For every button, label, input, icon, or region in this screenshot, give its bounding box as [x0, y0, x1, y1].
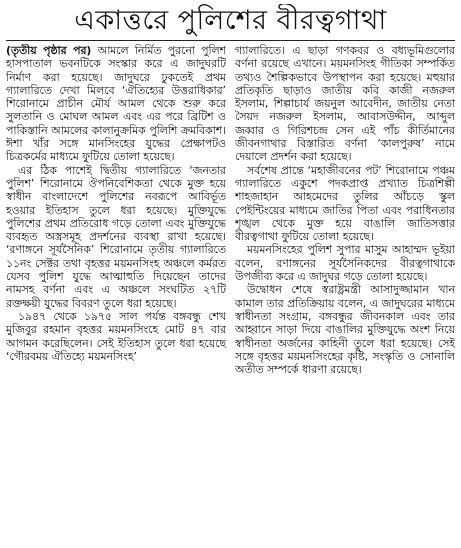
paragraph-6: ময়মনসিংহের পুলিশ সুপার মাসুম আহাম্মদ ভূইয়া বলেন, রণাঙ্গনের সূর্যসৈনিকদের বীরত্বগাথাকে উপজীব্য করে এ জাদুঘর গড়ে তোলা হয়েছে। [235, 243, 455, 284]
paragraph-4: গ্যালারিতে। এ ছাড়া গণকবর ও বধ্যভূমিগুলোর বর্ণনা রয়েছে এখানে। ময়মনসিংহ গীতিকা সম্পর্কিত তথ্যও শৈল্পিকভাবে উপস্থাপন করা হয়েছে। মহুয়ার প্রতিকৃতি ছাড়াও জাতীয় কবি কাজী নজরুল ইসলাম, শিল্পাচার্য জয়নুল আবেদীন, জাতীয় নেতা সৈয়দ নজরুল ইসলাম, আবাসউদ্দীন, আব্দুল জব্বার ও গিরিশচন্দ্র সেন এই পাঁচ কীর্তিমানের জীবনগাথার বিস্তারিত বর্ণনা ‘কালপুরুষ’ নামে দেয়ালে প্রদর্শন করা হয়েছে। [235, 44, 455, 164]
article-body [6, 44, 455, 544]
headline: একাত্তরে পুলিশের বীরত্বগাথা [6, 4, 455, 41]
paragraph-5: সর্বশেষ প্রান্তে ‘মহাজীবনের পট’ শিরোনামে পঞ্চম গ্যালারিতে একুশে পদকপ্রাপ্ত প্রখ্যাত চিত্রশিল্পী শাহজাহান আহমেদের তুলির আঁচড়ে স্কুল পেইন্টিংয়ের মাধ্যমে জাতির পিতা এবং পরাধিনতার শৃঙ্খল থেকে মুক্ত হয়ে বাঙালি জাতিসত্তার বীরত্বগাথা ফুটিয়ে তোলা হয়েছে। [235, 163, 455, 244]
paragraph-1 [6, 44, 226, 164]
paragraph-7: উদ্বোধন শেষে স্বরাষ্ট্রমন্ত্রী আসাদুজ্জামান খান কামাল তার প্রতিক্রিয়ায় বলেন, এ জাদুঘরের মাধ্যমে স্বাধীনতা সংগ্রাম, বঙ্গবন্ধুর জীবনকাল এবং তার আহ্বানে সাড়া দিয়ে বাঙালির মুক্তিযুদ্ধে অংশ নিয়ে স্বাধীনতা অর্জনের কাহিনী তুলে ধরা হয়েছে। সেই সঙ্গে বৃহত্তর ময়মনসিংহের কৃষ্টি, সংস্কৃতি ও সোনালি অতীত সম্পর্কে ধারণা রয়েছে। [235, 283, 455, 377]
paragraph-3: ১৯৪৭ থেকে ১৯৭৫ সাল পর্যন্ত বঙ্গবন্ধু শেখ মুজিবুর রহমান বৃহত্তর ময়মনসিংহে মোট ৪৭ বার আগমন করেছিলেন। সেই ইতিহাস তুলে ধরা হয়েছে ‘গৌরবময় ঐতিহ্যে ময়মনসিংহ’ [6, 309, 226, 363]
continued-from-label: (তৃতীয় পৃষ্ঠার পর) [6, 44, 92, 57]
paragraph-1-text: আমলে নির্মিত পুরনো পুলিশ হাসপাতাল ভবনটিকে সংস্কার করে এ জাদুঘরটি নির্মাণ করা হয়েছে। জাদুঘরে ঢুকতেই প্রথম গ্যালারিতে দেখা মিলবে ‘ঐতিহ্যের উত্তরাধিকার’ শিরোনামে প্রাচীন মৌর্য আমল থেকে শুরু করে সুলতানি ও মোঘল আমল এবং এর পরে ব্রিটিশ ও পাকিস্তানি আমলের কালানুক্রমিক পুলিশি ক্রমবিকাশ। ঈশা খাঁর সঙ্গে মানসিংহের যুদ্ধের প্রেক্ষাপটও চিত্রকর্মের মাধ্যমে ফুটিয়ে তোলা হয়েছে। [6, 44, 226, 164]
paragraph-2: এর ঠিক পাশেই দ্বিতীয় গ্যালারিতে ‘জনতার পুলিশ’ শিরোনামে ঔপনিবেশিকতা থেকে মুক্ত হয়ে স্বাধীন বাংলাদেশে পুলিশের নবরূপে আবির্ভূত হওয়ার ইতিহাস তুলে ধরা হয়েছে। মুক্তিযুদ্ধে পুলিশের প্রথম প্রতিরোধ গড়ে তোলা এবং মুক্তিযুদ্ধে ব্যবহৃত অস্ত্রসমূহ প্রদর্শনের ব্যবস্থা রাখা হয়েছে। ‘রণাঙ্গনে সূর্যসৈনিক’ শিরোনামে তৃতীয় গ্যালারিতে ১১নং সেক্টর তথা বৃহত্তর ময়মনসিংহ অঞ্চলে কর্মরত যেসব পুলিশ যুদ্ধে আত্মাহুতি দিয়েছেন তাদের নামসহ বর্ণনা এবং এ অঞ্চলে সংঘটিত ২৭টি রক্তক্ষয়ী যুদ্ধের বিবরণ তুলে ধরা হয়েছে। [6, 163, 226, 310]
column-right [235, 44, 455, 544]
column-left [6, 44, 226, 544]
